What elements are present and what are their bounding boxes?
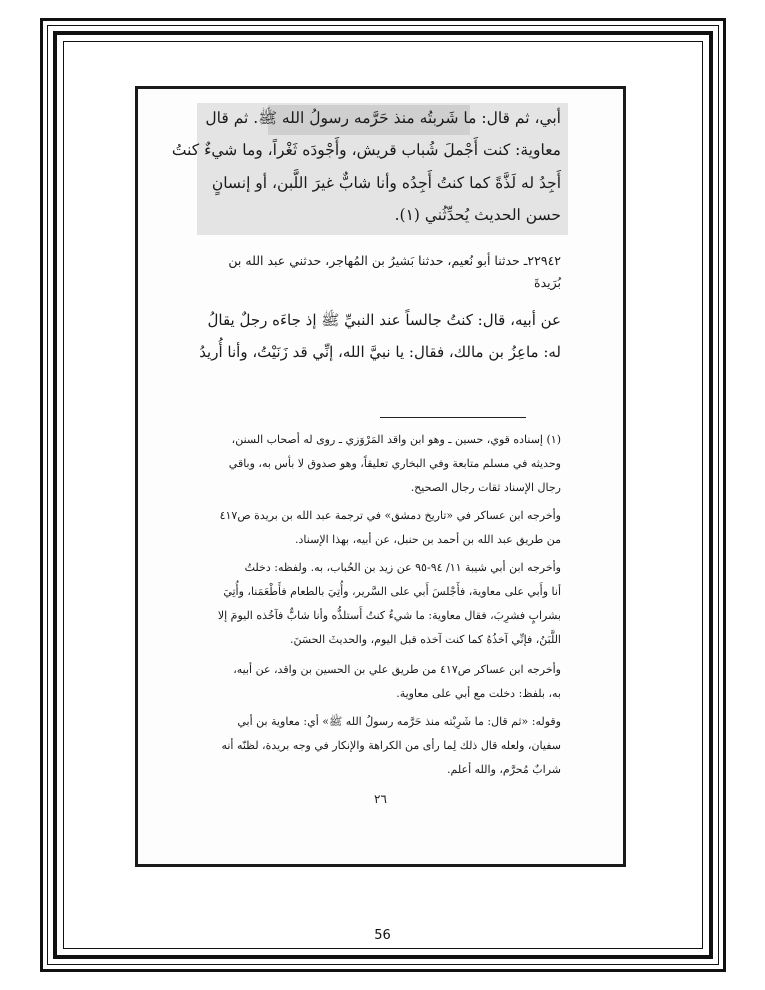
footnote-line-10: وأخرجه ابن عساكر ص٤١٧ من طريق علي بن الحسين بن واقد، عن أبيه، — [233, 663, 561, 676]
hadith-chain-line-2: بُرَيدةَ — [534, 275, 561, 290]
footnote-line-2: وحديثه في مسلم متابعة وفي البخاري تعليقاً، وهو صدوق لا بأس به، وباقي — [228, 457, 561, 470]
hadith-text-line-2: له: ماعِزُ بن مالك، فقال: يا نبيَّ الله، إنِّي قد زَنَيْتُ، وأنا أُريدُ — [199, 343, 561, 361]
scanned-page — [135, 86, 626, 867]
arabic-page-number: ٢٦ — [374, 792, 387, 806]
hadith-chain-line-1: ٢٢٩٤٢ـ حدثنا أبو نُعيم، حدثنا بَشيرُ بن المُهاجر، حدثني عبد الله بن — [228, 253, 561, 268]
footnote-line-4: وأخرجه ابن عساكر في «تاريخ دمشق» في ترجمة عبد الله بن بريدة ص٤١٧ — [219, 509, 561, 522]
top-paragraph-line-4: حسن الحديث يُحدِّثُني (١). — [394, 206, 561, 224]
hadith-text-line-1: عن أبيه، قال: كنتُ جالساً عند النبيِّ ﷺ إذ جاءَه رجلٌ يقالُ — [207, 311, 561, 329]
footnote-line-8: بشرابٍ فشرِبَ، فقال معاوية: ما شيءٌ كنتُ أَستلذُّه وأنا شابٌّ فآخُذه اليومَ إلا — [217, 609, 561, 622]
footnote-line-5: من طريق عبد الله بن أحمد بن حنبل، عن أبيه، بهذا الإسناد. — [295, 533, 561, 546]
footnote-line-11: به، بلفظ: دخلت مع أبي على معاوية. — [396, 687, 561, 700]
footnote-line-3: رجال الإسناد ثقات رجال الصحيح. — [410, 481, 561, 494]
footnote-line-6: وأخرجه ابن أبي شيبة ١١/ ٩٤-٩٥ عن زيد بن الحُباب، به. ولفظه: دخلتُ — [244, 561, 561, 574]
footnote-line-1: (١) إسناده قوي، حسين ـ وهو ابن واقد المَرْوَزي ـ روى له أصحاب السنن، — [231, 433, 561, 446]
page-number: 56 — [374, 928, 391, 943]
top-paragraph-line-2: معاوية: كنت أَجْملَ شُباب قريش، وأَجْودَه ثَغْراً، وما شيءٌ كنتُ — [171, 141, 561, 159]
footnote-line-12: وقوله: «ثم قال: ما شَرِبْته منذ حَرَّمه رسولُ الله ﷺ» أي: معاوية بن أبي — [237, 715, 561, 728]
footnote-line-14: شرابٌ مُحرَّم، والله أعلم. — [447, 763, 561, 776]
footnote-line-7: أنا وأَبي على معاوية، فأَجْلسَ أَبي على السَّرير، وأُتِيَ بالطعام فأَطْعَمَنا، وأُتِيَ — [223, 585, 561, 598]
footnote-line-9: اللَّبَنُ، فإنِّي آخذُهُ كما كنت آخذه قبل اليوم، والحديثَ الحسَنَ. — [289, 633, 561, 646]
footnote-line-13: سفيان، ولعله قال ذلك لِما رأى من الكراهة والإنكار في وجه بريدة، لظنّه أنه — [221, 739, 561, 752]
top-paragraph-line-1: أبي، ثم قال: ما شَربتُه منذ حَرَّمه رسولُ الله ﷺ. ثم قال — [205, 109, 561, 127]
footnote-separator — [380, 417, 526, 418]
top-paragraph-line-3: أَجِدُ له لَذَّةً كما كنتُ أَجِدُه وأنا شابٌّ غيرَ اللَّبن، أو إنسانٍ — [211, 174, 561, 192]
